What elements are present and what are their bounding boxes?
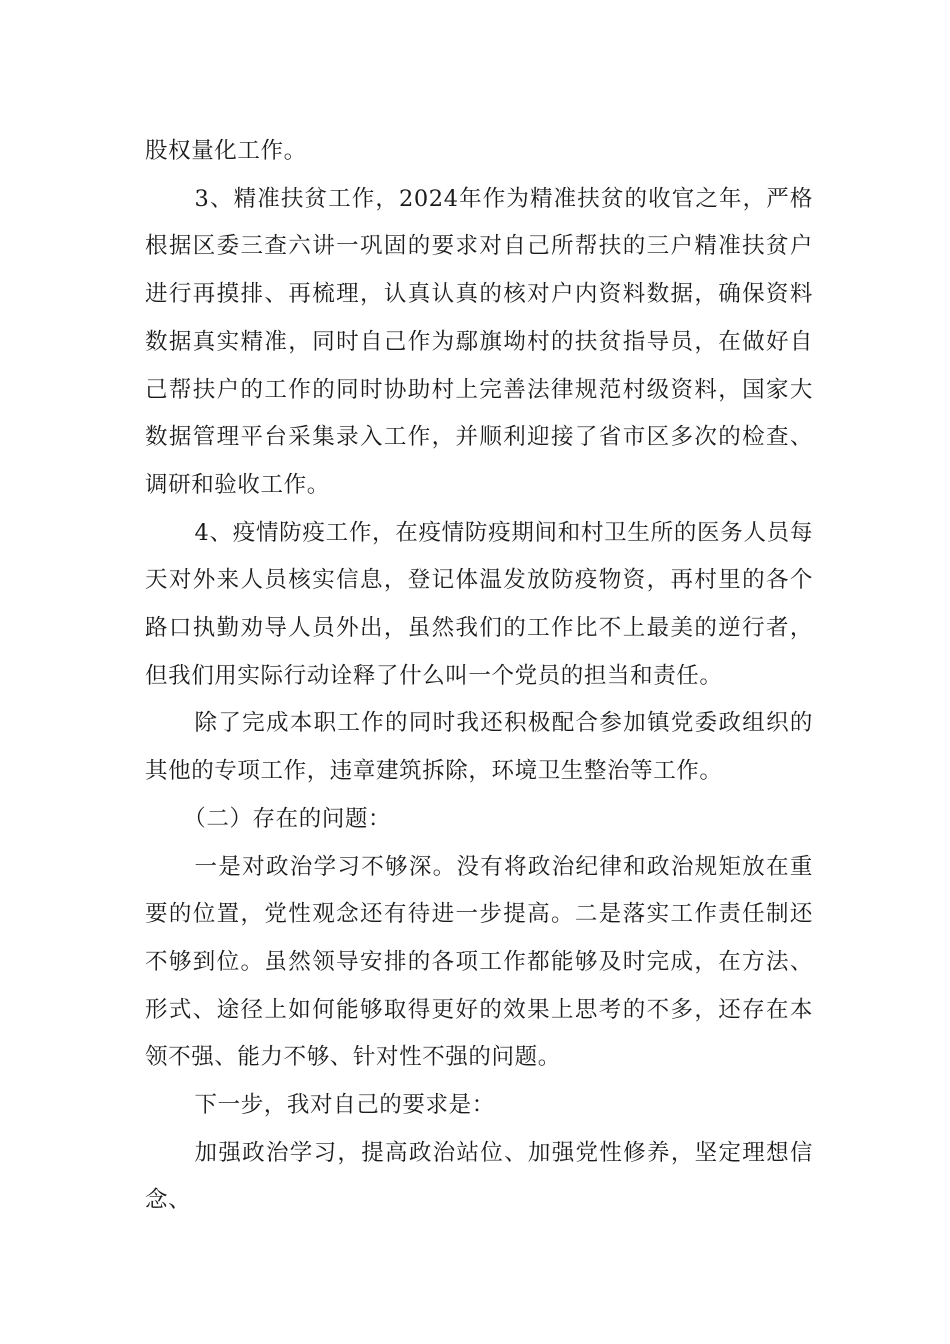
paragraph-continuation: 股权量化工作。	[145, 138, 307, 164]
section-heading-problems: （二）存在的问题：	[183, 805, 392, 832]
paragraph-next-step: 下一步，我对自己的要求是：	[194, 1092, 495, 1119]
document-body	[145, 128, 813, 1225]
paragraph-problems: 一是对政治学习不够深。没有将政治纪律和政治规矩放在重要的位置，党性观念还有待进一步提高。二是落实工作责任制还不够到位。虽然领导安排的各项工作都能够及时完成，在方法、形式、途径上如何能够取得更好的效果上思考的不多，还存在本领不强、能力不够、针对性不强的问题。	[145, 853, 813, 1071]
paragraph-other-work: 除了完成本职工作的同时我还积极配合参加镇党委政组织的其他的专项工作，违章建筑拆除，环境卫生整治等工作。	[145, 710, 813, 785]
paragraph-epidemic-prevention: 4、疫情防疫工作，在疫情防疫期间和村卫生所的医务人员每天对外来人员核实信息，登记体温发放防疫物资，再村里的各个路口执勤劝导人员外出，虽然我们的工作比不上最美的逆行者，但我们用实际行动诠释了什么叫一个党员的担当和责任。	[145, 519, 813, 689]
paragraph-requirements: 加强政治学习，提高政治站位、加强党性修养，坚定理想信念、	[145, 1139, 813, 1214]
paragraph-poverty-alleviation: 3、精准扶贫工作，2024年作为精准扶贫的收官之年，严格根据区委三查六讲一巩固的要求对自己所帮扶的三户精准扶贫户进行再摸排、再梳理，认真认真的核对户内资料数据，确保资料数据真实精准，同时自己作为鄢旗坳村的扶贫指导员，在做好自己帮扶户的工作的同时协助村上完善法律规范村级资料，国家大数据管理平台采集录入工作，并顺利迎接了省市区多次的检查、调研和验收工作。	[145, 185, 813, 498]
